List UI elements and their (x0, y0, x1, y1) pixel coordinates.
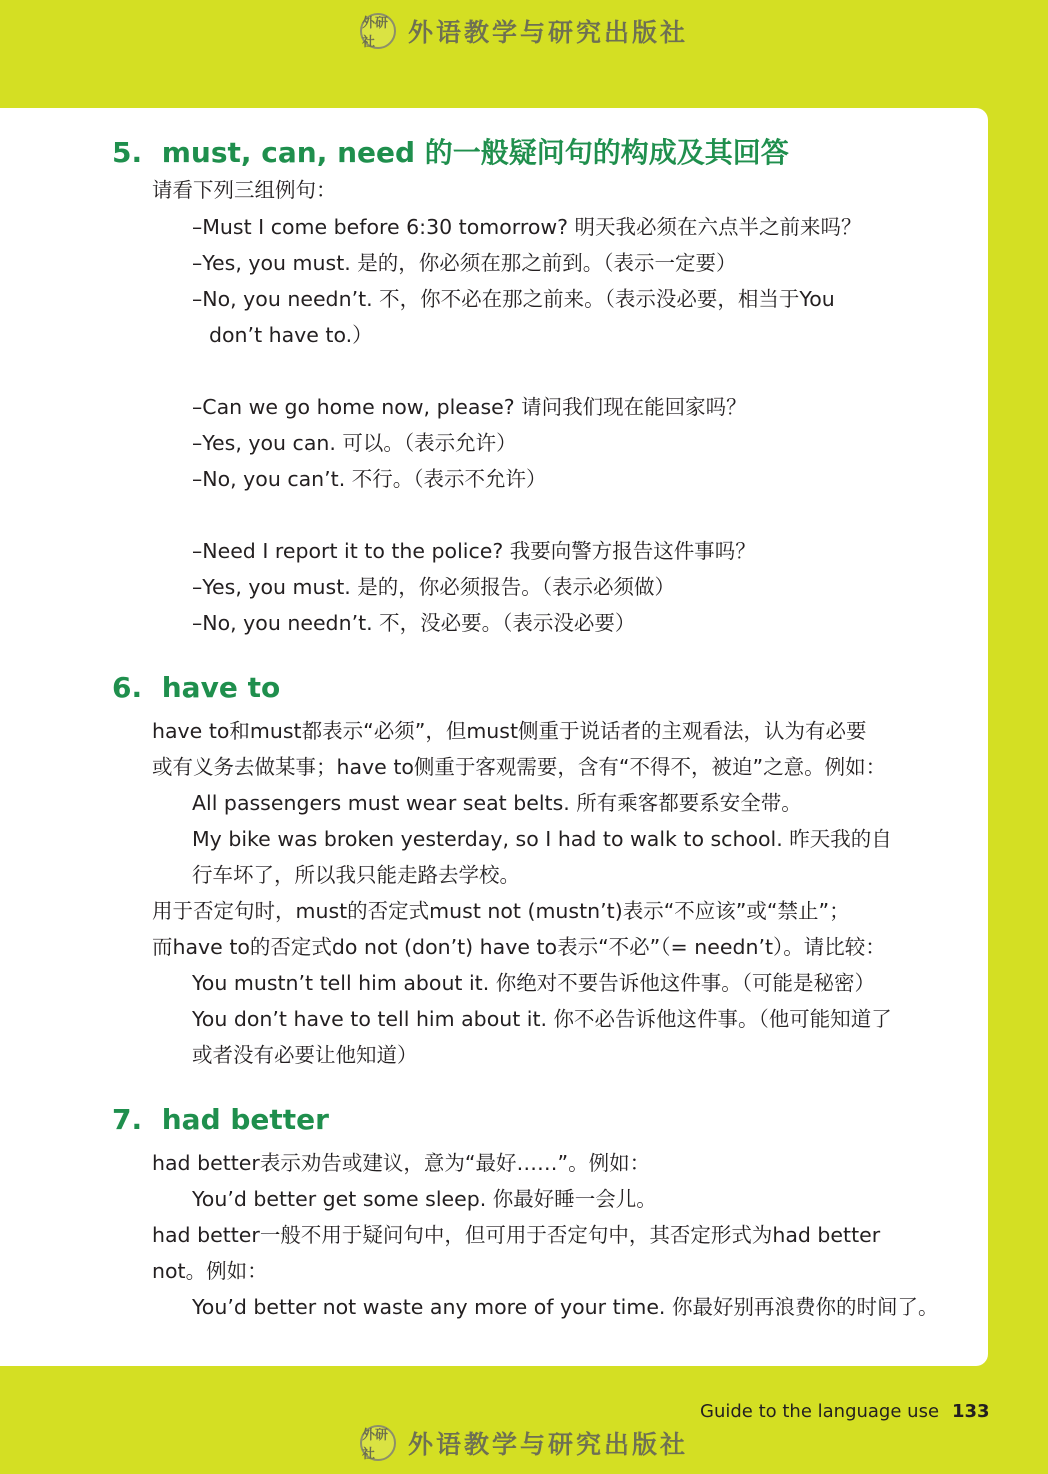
publisher-logo-icon: 外研社 (360, 1425, 396, 1461)
text-line: have to和must都表示“必须”，但must侧重于说话者的主观看法，认为有必要 (152, 719, 867, 743)
text-line: –Can we go home now, please? 请问我们现在能回家吗？ (192, 395, 747, 419)
publisher-name: 外语教学与研究出版社 (407, 18, 688, 47)
text-line: You don’t have to tell him about it. 你不必告诉他这件事。（他可能知道了 (192, 1007, 892, 1031)
text-line: had better一般不用于疑问句中，但可用于否定句中，其否定形式为had better (152, 1223, 881, 1247)
text-line: 或者没有必要让他知道） (192, 1043, 418, 1067)
section-5-heading (112, 131, 789, 171)
publisher-name: 外语教学与研究出版社 (407, 1430, 688, 1459)
publisher-header (0, 6, 1048, 56)
text-line: –Must I come before 6:30 tomorrow? 明天我必须在六点半之前来吗？ (192, 215, 862, 239)
text-line: –Need I report it to the police? 我要向警方报告这件事吗？ (192, 539, 756, 563)
section-number: 7. (112, 1103, 143, 1136)
text-line: My bike was broken yesterday, so I had to walk to school. 昨天我的自 (192, 827, 892, 851)
section-title: have to (161, 671, 281, 704)
text-line: not。例如： (152, 1259, 268, 1283)
text-line: –No, you needn’t. 不，没必要。（表示没必要） (192, 611, 636, 635)
text-line: –Yes, you can. 可以。（表示允许） (192, 431, 517, 455)
text-line: –Yes, you must. 是的，你必须报告。（表示必须做） (192, 575, 676, 599)
text-line: 用于否定句时，must的否定式must not (mustn’t)表示“不应该”或“禁止”； (152, 899, 850, 923)
footer-guide-title: Guide to the language use (700, 1401, 940, 1422)
text-line: You’d better get some sleep. 你最好睡一会儿。 (192, 1187, 657, 1211)
page-number: 133 (952, 1401, 990, 1422)
text-line: –No, you can’t. 不行。（表示不允许） (192, 467, 547, 491)
publisher-footer (0, 1418, 1048, 1468)
text-line: don’t have to.） (209, 323, 373, 347)
section-number: 5. (112, 136, 143, 169)
text-line: 而have to的否定式do not (don’t) have to表示“不必”（= needn’t）。请比较： (152, 935, 886, 959)
text-line: You’d better not waste any more of your time. 你最好别再浪费你的时间了。 (192, 1295, 939, 1319)
text-line: –Yes, you must. 是的，你必须在那之前到。（表示一定要） (192, 251, 737, 275)
text-line: 或有义务去做某事；have to侧重于客观需要，含有“不得不，被迫”之意。例如： (152, 755, 887, 779)
section-title: had better (161, 1103, 329, 1136)
text-line: You mustn’t tell him about it. 你绝对不要告诉他这件事。（可能是秘密） (192, 971, 876, 995)
text-line: –No, you needn’t. 不，你不必在那之前来。（表示没必要，相当于You (192, 287, 835, 311)
text-line: 请看下列三组例句： (152, 178, 337, 202)
text-line: All passengers must wear seat belts. 所有乘客都要系安全带。 (192, 791, 802, 815)
text-line: had better表示劝告或建议，意为“最好……”。例如： (152, 1151, 651, 1175)
section-7-heading (112, 1103, 329, 1136)
section-title: must, can, need 的一般疑问句的构成及其回答 (161, 136, 789, 169)
section-number: 6. (112, 671, 143, 704)
section-6-heading (112, 671, 280, 704)
publisher-logo-icon: 外研社 (360, 13, 396, 49)
text-line: 行车坏了，所以我只能走路去学校。 (192, 863, 520, 887)
